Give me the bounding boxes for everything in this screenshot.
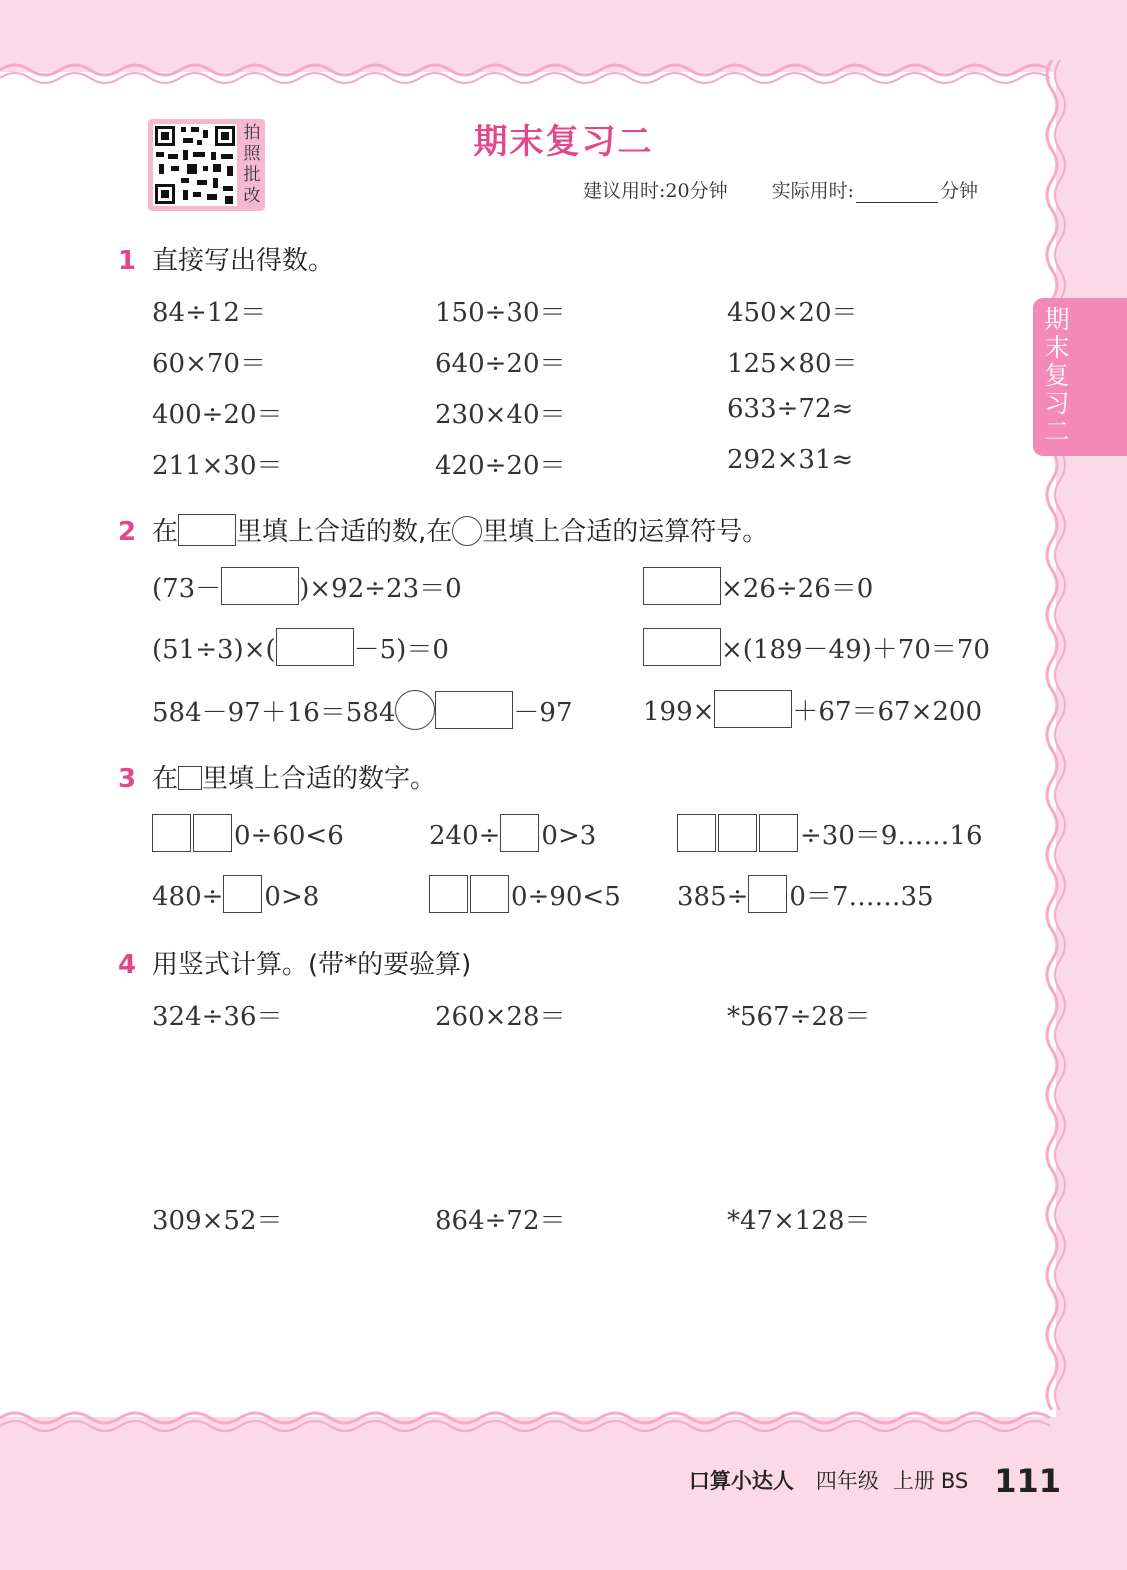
question-1-heading: 1 直接写出得数。: [118, 246, 335, 276]
question-4-heading: 4 用竖式计算。(带*的要验算): [118, 950, 472, 980]
q3-expression-3: ÷30＝9……16: [677, 814, 983, 852]
q4-expression: *567÷28＝: [727, 1002, 871, 1032]
qr-label: 拍 照 批 改: [243, 123, 261, 206]
q1-expression: 84÷12＝: [152, 298, 266, 328]
digit-box[interactable]: [759, 814, 798, 852]
book-grade: 四年级: [815, 1469, 879, 1493]
question-3-heading: 3 在 里填上合适的数字。: [118, 764, 437, 794]
q2-expression-2: ×26÷26＝0: [643, 567, 873, 605]
q3-expression-5: 0÷90<5: [429, 875, 621, 913]
q4-expression: 864÷72＝: [435, 1206, 566, 1236]
q3-expression-4: 480÷ 0>8: [152, 875, 319, 913]
operator-circle[interactable]: [395, 690, 435, 730]
answer-box[interactable]: [276, 628, 354, 666]
answer-box[interactable]: [643, 628, 721, 666]
decorative-wave-border-right: [1040, 60, 1070, 1430]
page-title: 期末复习二: [473, 122, 654, 162]
q2-expression-3: (51÷3)×( －5)＝0: [152, 628, 449, 666]
sample-box-icon: [178, 514, 236, 546]
q1-expression: 230×40＝: [435, 400, 566, 430]
q1-expression: 150÷30＝: [435, 298, 566, 328]
decorative-wave-border-top: [0, 56, 1060, 90]
book-semester: 上册: [892, 1469, 935, 1493]
decorative-wave-border-bottom: [0, 1408, 1060, 1442]
page-number: 111: [994, 1462, 1061, 1500]
q1-expression: 400÷20＝: [152, 400, 283, 430]
digit-box[interactable]: [677, 814, 716, 852]
sample-circle-icon: [452, 516, 482, 546]
digit-box[interactable]: [223, 875, 262, 913]
digit-box[interactable]: [429, 875, 468, 913]
q4-expression: 260×28＝: [435, 1002, 566, 1032]
q2-expression-5: 584－97＋16＝584 －97: [152, 690, 573, 730]
suggested-time: 建议用时:20分钟: [583, 180, 728, 202]
book-brand: 口算小达人: [688, 1469, 794, 1493]
answer-box[interactable]: [221, 567, 299, 605]
timing-info: [583, 176, 978, 203]
digit-box[interactable]: [470, 875, 509, 913]
book-version: BS: [940, 1469, 969, 1493]
question-2-heading: 2 在 里填上合适的数,在 里填上合适的运算符号。: [118, 511, 768, 548]
q1-expression: 633÷72≈: [727, 394, 854, 424]
answer-box[interactable]: [714, 690, 792, 728]
q2-expression-6: 199× ＋67＝67×200: [643, 690, 982, 728]
q4-expression: 324÷36＝: [152, 1002, 283, 1032]
actual-time-unit: 分钟: [940, 180, 979, 202]
digit-box[interactable]: [152, 814, 191, 852]
actual-time-label: 实际用时:: [771, 180, 854, 202]
answer-box[interactable]: [643, 567, 721, 605]
q2-expression-4: ×(189－49)＋70＝70: [643, 628, 990, 666]
answer-box[interactable]: [435, 691, 513, 729]
digit-box[interactable]: [193, 814, 232, 852]
q3-expression-6: 385÷ 0＝7……35: [677, 875, 934, 913]
chapter-side-tab: 期 末 复 习 二: [1033, 298, 1127, 456]
sample-box-icon: [178, 766, 202, 790]
q1-expression: 292×31≈: [727, 445, 854, 475]
q4-expression: *47×128＝: [727, 1206, 871, 1236]
digit-box[interactable]: [500, 814, 539, 852]
q1-expression: 640÷20＝: [435, 349, 566, 379]
q2-expression-1: (73－ )×92÷23＝0: [152, 567, 462, 605]
actual-time-blank[interactable]: [856, 182, 938, 203]
q1-expression: 125×80＝: [727, 349, 858, 379]
digit-box[interactable]: [718, 814, 757, 852]
q3-expression-2: 240÷ 0>3: [429, 814, 596, 852]
q1-expression: 211×30＝: [152, 451, 283, 481]
q3-expression-1: 0÷60<6: [152, 814, 344, 852]
q4-expression: 309×52＝: [152, 1206, 283, 1236]
q1-expression: 450×20＝: [727, 298, 858, 328]
q1-expression: 60×70＝: [152, 349, 266, 379]
digit-box[interactable]: [748, 875, 787, 913]
q1-expression: 420÷20＝: [435, 451, 566, 481]
page-footer: [689, 1462, 1061, 1500]
